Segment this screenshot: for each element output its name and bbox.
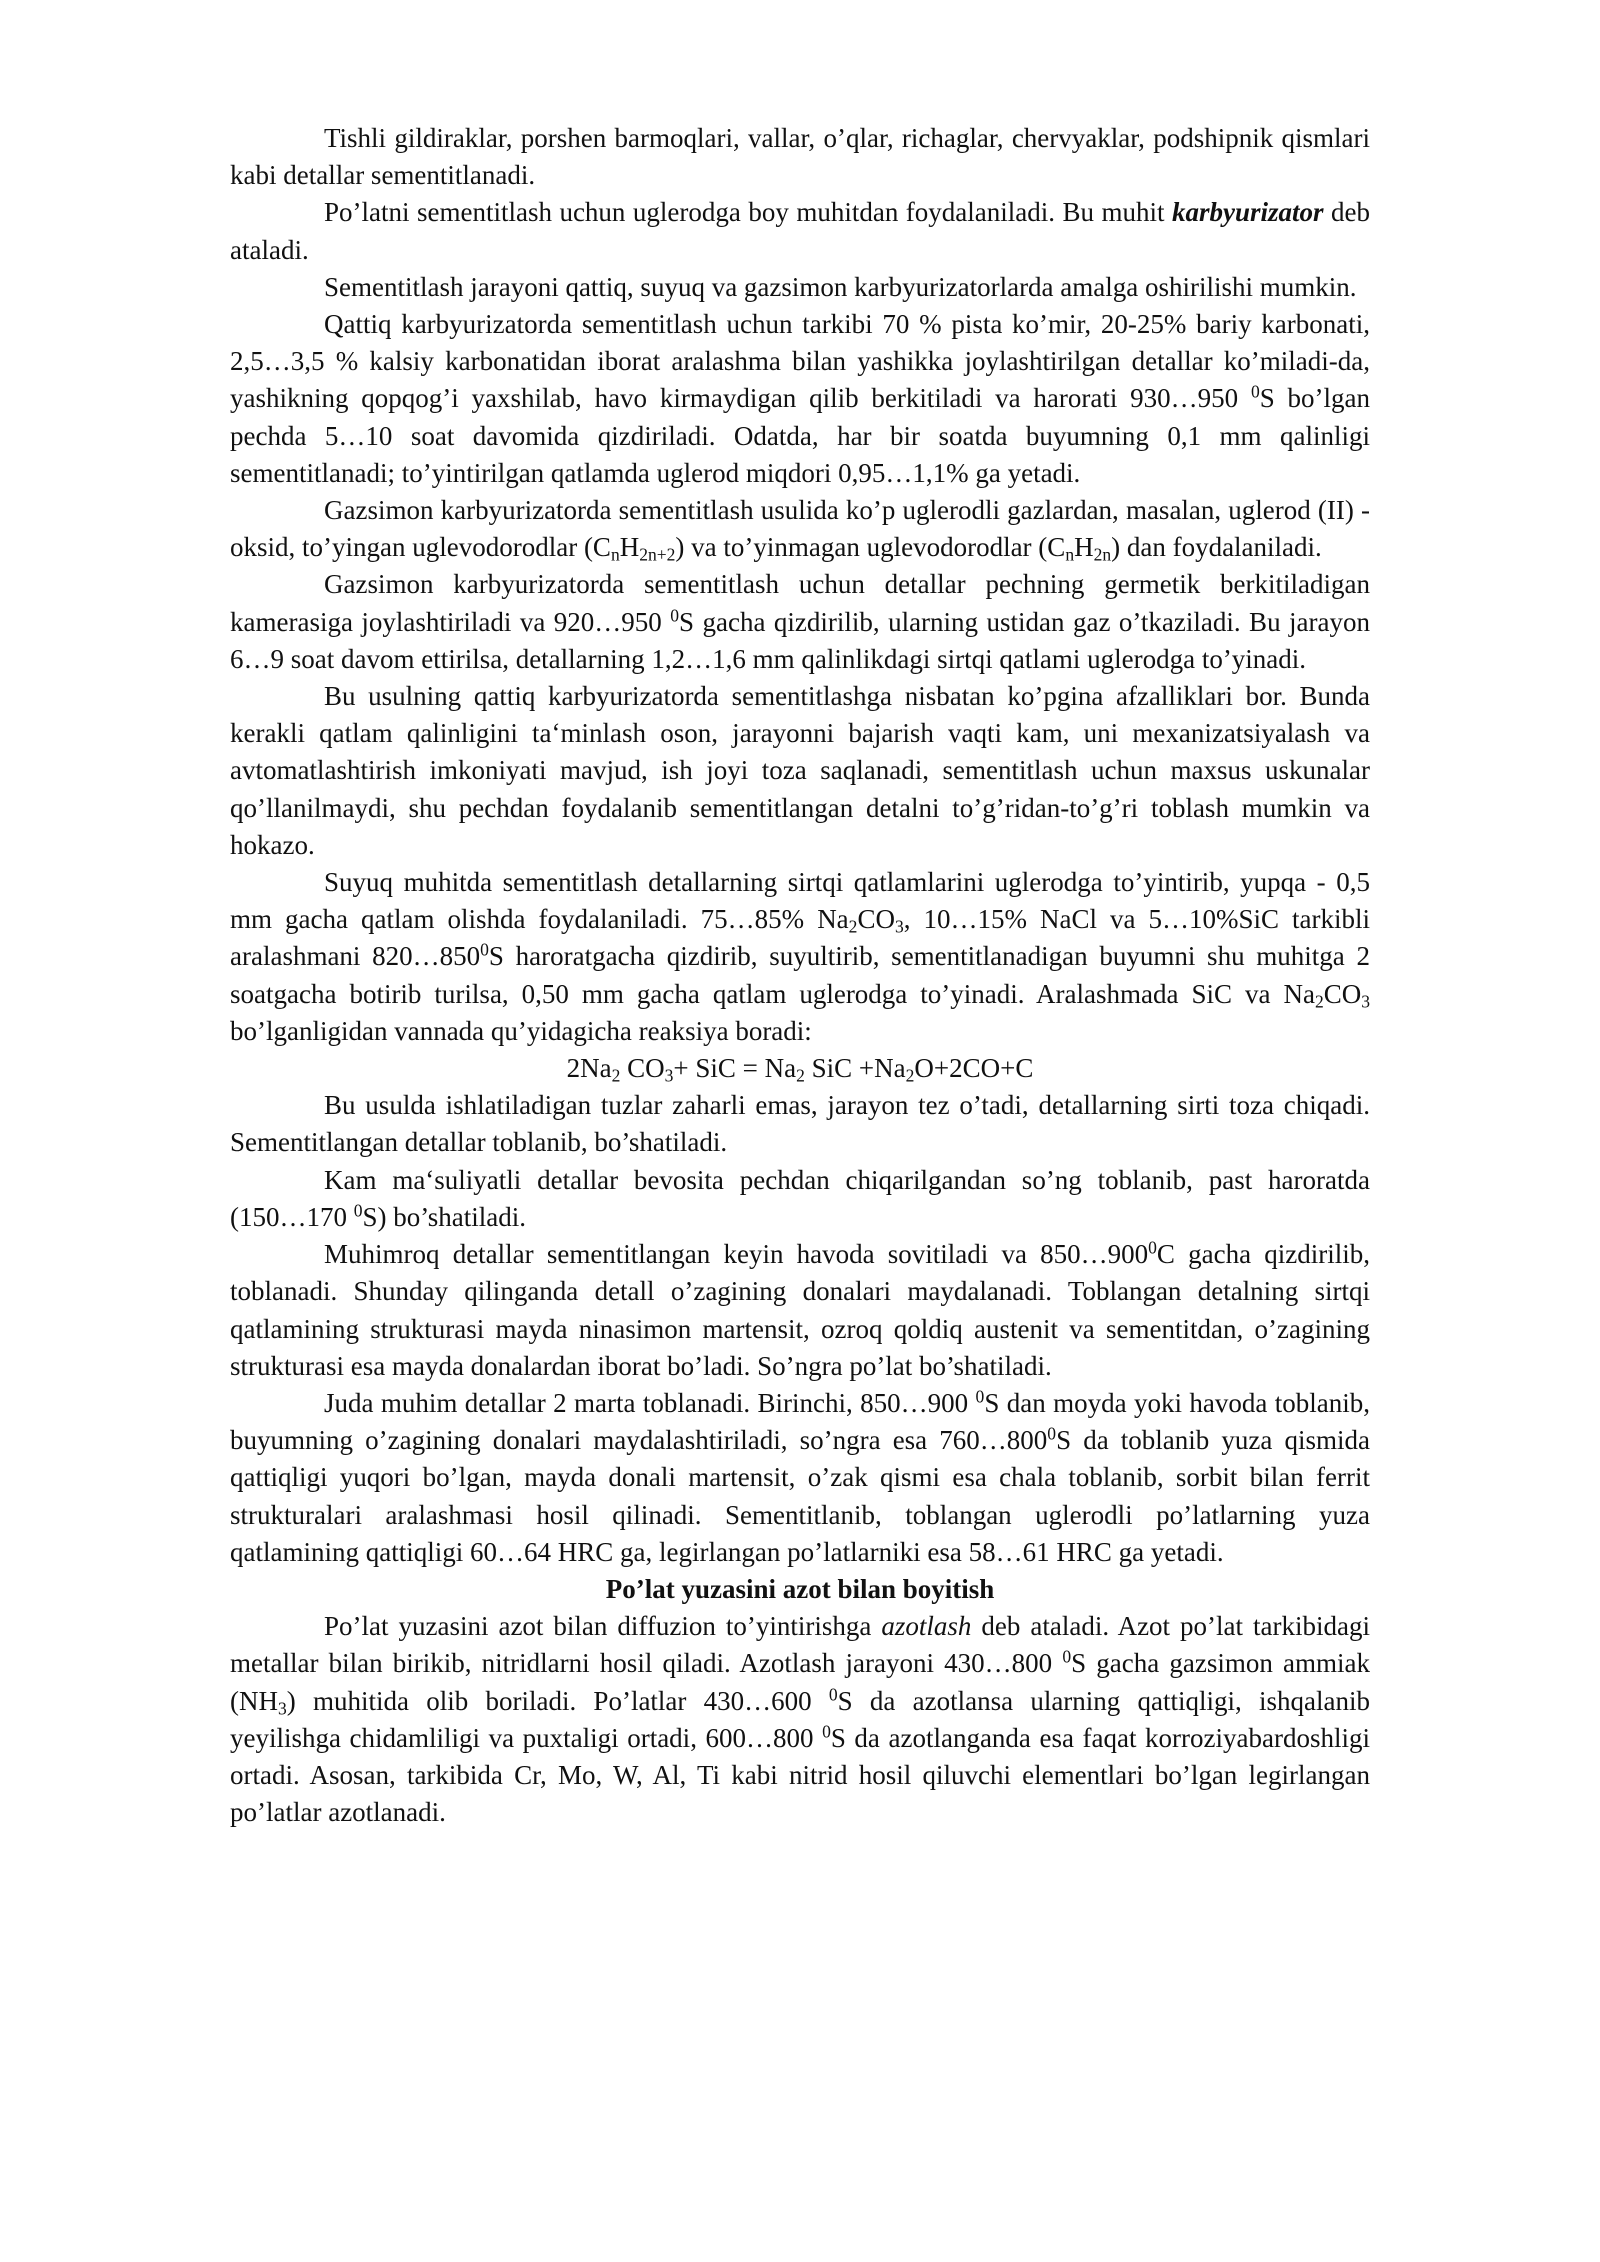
reaction-equation: $2Na_2$ $CO_3+$ SiC = $Na_2$ SiC $+Na_2O+2CO+C$ — [566, 1053, 1034, 1086]
paragraph-9: Bu usulda ishlatiladigan tuzlar zaharli emas, jarayon tez o’tadi, detallarning sirti toza chiqadi. Sementitlangan detallar toblanib, bo’shatiladi. — [230, 1090, 1370, 1158]
paragraph-1: Tishli gildiraklar, porshen barmoqlari, vallar, o’qlar, richaglar, chervyaklar, podshipnik qismlari kabi detallar sementitlanadi. — [230, 123, 1370, 191]
paragraph-7: Bu usulning qattiq karbyurizatorda sementitlashga nisbatan ko’pgina afzalliklari bor. Bunda kerakli qatlam qalinligini ta‘minlash oson, jarayonni bajarish vaqti kam, uni mexanizatsiyalash va avtomatlashtirish imkoniyati mavjud, ish joyi toza saqlanadi, sementitlash uchun maxsus uskunalar qo’llanilmaydi, shu pechdan foydalanib sementitlangan detalni to’g’ridan-to’g’ri toblash mumkin va hokazo. — [230, 681, 1370, 860]
paragraph-10: Kam ma‘suliyatli detallar bevosita pechdan chiqarilgandan so’ng toblanib, past haroratda (150…170 $^0$S) bo’shatiladi. — [230, 1164, 1370, 1232]
paragraph-5: Gazsimon karbyurizatorda sementitlash usulida ko’p uglerodli gazlardan, masalan, uglerod (II) - oksid, to’yingan uglevodorodlar $(C_nH_{2n+2})$ va to’yinmagan uglevodorodlar $(C_nH_{2n})$ dan foydalaniladi. — [230, 495, 1370, 565]
paragraph-11: Muhimroq detallar sementitlangan keyin havoda sovitiladi va $850\dots 900^0C$ gacha qizdirilib, toblanadi. Shunday qilinganda detall o’zagining donalari maydalanadi. Toblangan detalning sirtqi qatlamining strukturasi mayda ninasimon martensit, ozroq qoldiq austenit va sementitdan, o’zagining strukturasi esa mayda donalardan iborat bo’ladi. So’ngra po’lat bo’shatiladi. — [230, 1237, 1370, 1381]
document-page — [230, 120, 1370, 1831]
paragraph-4: Qattiq karbyurizatorda sementitlash uchun tarkibi 70 % pista ko’mir, 20-25% bariy karbonati, 2,5…3,5 % kalsiy karbonatidan iborat aralashma bilan yashikka joylashtirilgan detallar ko’miladi-da, yashikning qopqog’i yaxshilab, havo kirmaydigan qilib berkitiladi va harorati 930…950 $^0$S bo’lgan pechda 5…10 soat davomida qizdiriladi. Odatda, har bir soatda buyumning 0,1 mm qalinligi sementitlanadi; to’yintirilgan qatlamda uglerod miqdori 0,95…1,1% ga yetadi. — [230, 309, 1370, 488]
paragraph-8: Suyuq muhitda sementitlash detallarning sirtqi qatlamlarini uglerodga to’yintirib, yupqa - 0,5 mm gacha qatlam olishda foydalaniladi. 75…85% $Na_2CO_3$, 10…15% NaCl va 5…10%SiC tarkibli aralashmani $820\dots 850^0S$ haroratgacha qizdirib, suyultirib, sementitlanadigan buyumni shu muhitga 2 soatgacha botirib turilsa, 0,50 mm gacha qatlam uglerodga to’yinadi. Aralashmada SiC va $Na_2CO_3$ bo’lganligidan vannada qu’yidagicha reaksiya boradi: — [230, 867, 1370, 1046]
paragraph-12: Juda muhim detallar 2 marta toblanadi. Birinchi, 850…900 $^0$S dan moyda yoki havoda toblanib, buyumning o’zagining donalari maydalashtiriladi, so’ngra esa $760\dots 800^0S$ da toblanib yuza qismida qattiqligi yuqori bo’lgan, mayda donali martensit, o’zak qismi esa chala toblanib, sorbit bilan ferrit strukturalari aralashmasi hosil qilinadi. Sementitlanib, toblangan uglerodli po’latlarning yuza qatlamining qattiqligi 60…64 HRC ga, legirlangan po’latlarniki esa 58…61 HRC ga yetadi. — [230, 1386, 1370, 1567]
term-karbyurizator: karbyurizator — [1171, 197, 1324, 228]
term-azotlash: azotlash — [881, 1611, 972, 1642]
paragraph-6: Gazsimon karbyurizatorda sementitlash uchun detallar pechning germetik berkitiladigan kamerasiga joylashtiriladi va 920…950 $^0$S gacha qizdirilib, ularning ustidan gaz o’tkaziladi. Bu jarayon 6…9 soat davom ettirilsa, detallarning 1,2…1,6 mm qalinlikdagi sirtqi qatlami uglerodga to’yinadi. — [230, 569, 1370, 674]
section-heading: Po’lat yuzasini azot bilan boyitish — [605, 1573, 995, 1604]
paragraph-3: Sementitlash jarayoni qattiq, suyuq va gazsimon karbyurizatorlarda amalga oshirilishi mumkin. — [324, 271, 1357, 302]
paragraph-2: Po’latni sementitlash uchun uglerodga boy muhitdan foydalaniladi. Bu muhit karbyurizator deb ataladi. — [230, 197, 1370, 265]
paragraph-13: Po’lat yuzasini azot bilan diffuzion to’yintirishga azotlash deb ataladi. Azot po’lat tarkibidagi metallar bilan birikib, nitridlarni hosil qiladi. Azotlash jarayoni 430…800 $^0$S gacha gazsimon ammiak $(NH_3)$ muhitida olib boriladi. Po’latlar 430…600 $^0$S da azotlansa ularning qattiqligi, ishqalanib yeyilishga chidamliligi va puxtaligi ortadi, 600…800 $^0$S da azotlanganda esa faqat korroziyabardoshligi ortadi. Asosan, tarkibida Cr, Mo, W, Al, Ti kabi nitrid hosil qiluvchi elementlari bo’lgan legirlangan po’latlar azotlanadi. — [230, 1611, 1371, 1828]
